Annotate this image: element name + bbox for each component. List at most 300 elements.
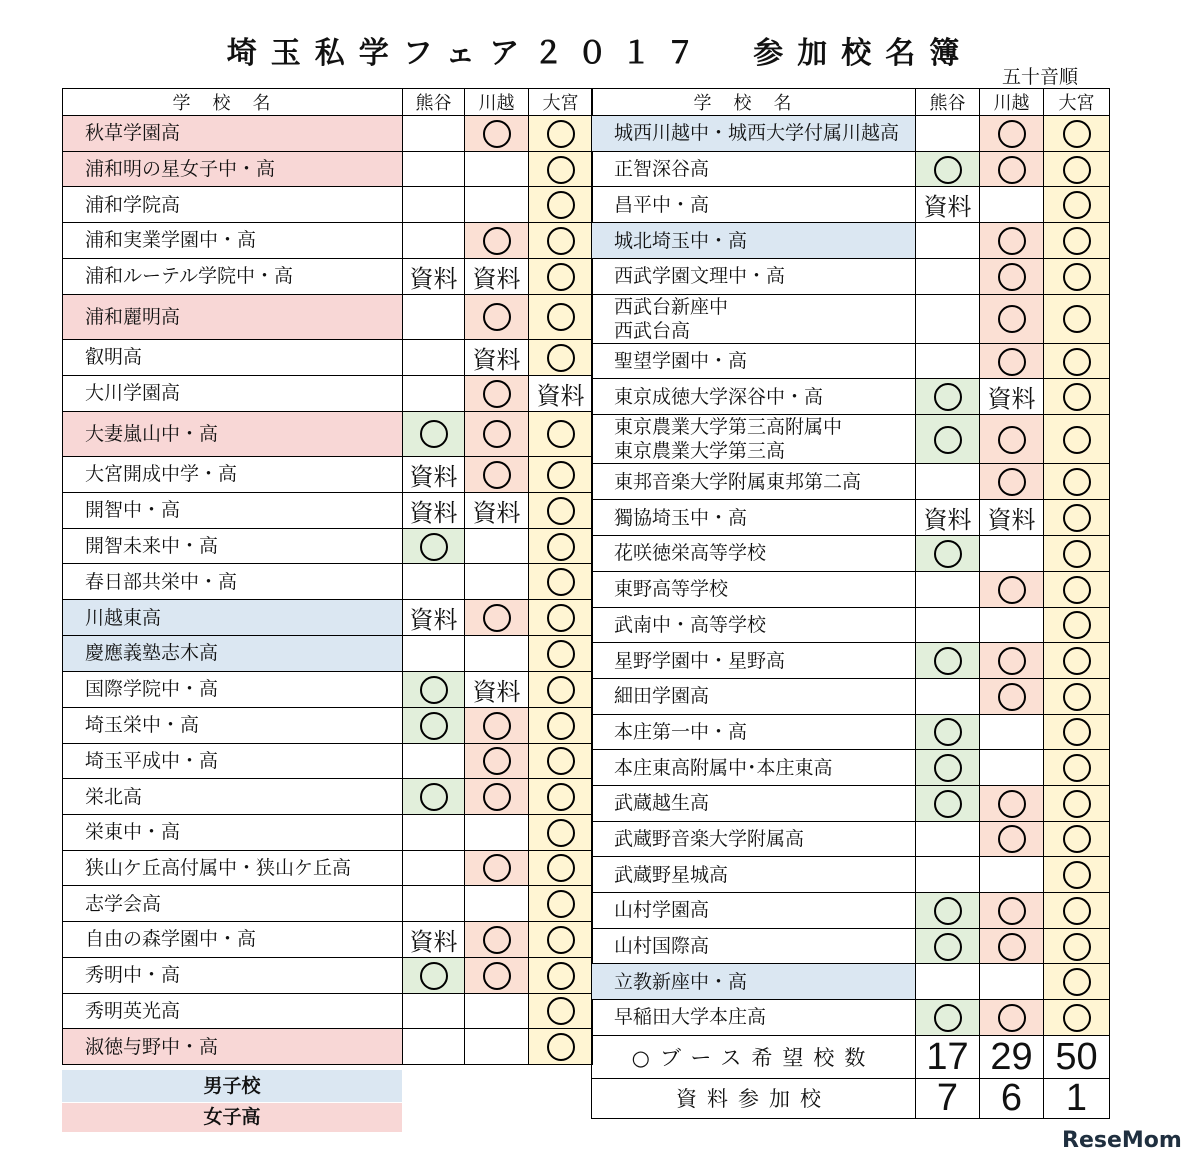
header-omiya: 大宮 xyxy=(1044,89,1110,116)
mark-kumagaya xyxy=(403,1029,465,1065)
school-name-text: 東京農業大学第三高附属中 xyxy=(614,416,843,439)
mark-omiya xyxy=(529,814,593,850)
mark-omiya xyxy=(1044,536,1110,572)
booth-circle-icon xyxy=(1063,227,1091,255)
material-count-omiya: 1 xyxy=(1044,1078,1110,1118)
school-row xyxy=(63,116,593,152)
school-name-text: 秀明英光高 xyxy=(85,999,181,1022)
mark-kumagaya xyxy=(916,116,980,152)
school-row xyxy=(63,993,593,1029)
booth-circle-icon xyxy=(998,933,1026,961)
mark-kumagaya xyxy=(403,636,465,672)
mark-omiya xyxy=(1044,964,1110,1000)
mark-kawagoe xyxy=(980,607,1044,643)
school-name xyxy=(592,151,916,187)
mark-omiya xyxy=(1044,343,1110,379)
school-name-text: 栄北高 xyxy=(85,785,143,808)
mark-kumagaya xyxy=(916,821,980,857)
school-name-text: 秀明中・高 xyxy=(85,964,181,987)
mark-omiya xyxy=(1044,571,1110,607)
mark-kumagaya xyxy=(403,600,465,636)
school-row xyxy=(63,743,593,779)
mark-kumagaya xyxy=(916,259,980,295)
mark-kumagaya xyxy=(403,456,465,492)
mark-kumagaya xyxy=(403,492,465,528)
mark-omiya xyxy=(1044,607,1110,643)
school-row xyxy=(63,187,593,223)
materials-label: 資料 xyxy=(409,927,458,956)
mark-omiya xyxy=(1044,116,1110,152)
booth-circle-icon xyxy=(547,461,575,489)
school-row xyxy=(592,187,1110,223)
mark-omiya xyxy=(1044,415,1110,464)
mark-kawagoe xyxy=(465,411,529,456)
school-row xyxy=(592,116,1110,152)
mark-kumagaya xyxy=(916,415,980,464)
school-name xyxy=(63,187,403,223)
booth-circle-icon xyxy=(547,997,575,1025)
mark-kumagaya xyxy=(403,223,465,259)
booth-circle-icon xyxy=(547,568,575,596)
booth-circle-icon xyxy=(547,890,575,918)
mark-kawagoe xyxy=(465,671,529,707)
school-name-text: 昌平中・高 xyxy=(614,193,710,216)
school-row xyxy=(63,564,593,600)
booth-circle-icon xyxy=(547,120,575,148)
school-row xyxy=(63,600,593,636)
header-kawagoe: 川越 xyxy=(465,89,529,116)
mark-kumagaya xyxy=(916,343,980,379)
mark-kumagaya xyxy=(403,339,465,375)
school-name xyxy=(63,707,403,743)
mark-kawagoe xyxy=(465,456,529,492)
booth-circle-icon xyxy=(483,604,511,632)
mark-kumagaya xyxy=(403,528,465,564)
school-row xyxy=(592,571,1110,607)
school-name-text: 立教新座中・高 xyxy=(614,970,748,993)
booth-circle-icon xyxy=(547,747,575,775)
school-name xyxy=(63,993,403,1029)
mark-kawagoe xyxy=(465,492,529,528)
school-name xyxy=(592,821,916,857)
booth-circle-icon xyxy=(934,790,962,818)
mark-kumagaya xyxy=(403,294,465,339)
booth-circle-icon xyxy=(420,962,448,990)
school-row xyxy=(63,850,593,886)
booth-circle-icon xyxy=(1063,426,1091,454)
school-name-text: 浦和麗明高 xyxy=(85,305,181,328)
right-table-header xyxy=(592,89,1110,116)
school-name-text: 武蔵越生高 xyxy=(614,792,710,815)
school-name xyxy=(63,411,403,456)
school-name xyxy=(592,1000,916,1036)
booth-circle-icon xyxy=(1063,540,1091,568)
mark-omiya xyxy=(529,743,593,779)
school-name-text: 開智未来中・高 xyxy=(85,535,219,558)
mark-omiya xyxy=(529,375,593,411)
sort-order-note: 五十音順 xyxy=(1002,66,1079,88)
school-name-text: 獨協埼玉中・高 xyxy=(614,506,748,529)
school-row xyxy=(63,411,593,456)
booth-circle-icon xyxy=(483,380,511,408)
mark-kumagaya xyxy=(403,886,465,922)
school-row xyxy=(592,714,1110,750)
mark-kawagoe xyxy=(465,636,529,672)
materials-label: 資料 xyxy=(987,506,1036,535)
mark-omiya xyxy=(529,993,593,1029)
school-name-text: 聖望学園中・高 xyxy=(614,350,748,373)
school-name xyxy=(63,456,403,492)
school-row xyxy=(63,492,593,528)
materials-label: 資料 xyxy=(409,606,458,635)
school-name xyxy=(63,671,403,707)
materials-label: 資料 xyxy=(472,264,521,293)
school-name xyxy=(592,415,916,464)
mark-kawagoe xyxy=(465,957,529,993)
mark-kawagoe xyxy=(465,921,529,957)
mark-kawagoe xyxy=(980,964,1044,1000)
school-name-text: 春日部共栄中・高 xyxy=(85,570,238,593)
mark-kumagaya xyxy=(916,187,980,223)
school-name-text: 自由の森学園中・高 xyxy=(85,928,257,951)
school-name-text: 細田学園高 xyxy=(614,685,710,708)
booth-circle-icon xyxy=(1063,468,1091,496)
booth-circle-icon xyxy=(547,854,575,882)
school-name xyxy=(592,714,916,750)
mark-kawagoe xyxy=(465,116,529,152)
mark-kumagaya xyxy=(403,116,465,152)
mark-kumagaya xyxy=(403,814,465,850)
mark-kumagaya xyxy=(916,1000,980,1036)
school-row xyxy=(592,893,1110,929)
school-name xyxy=(63,743,403,779)
mark-omiya xyxy=(529,957,593,993)
school-name xyxy=(592,643,916,679)
mark-kumagaya xyxy=(403,921,465,957)
school-row xyxy=(592,343,1110,379)
booth-circle-icon xyxy=(1063,263,1091,291)
school-row xyxy=(63,528,593,564)
mark-omiya xyxy=(1044,928,1110,964)
mark-omiya xyxy=(529,564,593,600)
mark-omiya xyxy=(529,600,593,636)
school-row xyxy=(63,294,593,339)
booth-circle-icon xyxy=(547,420,575,448)
school-row xyxy=(63,636,593,672)
mark-kawagoe xyxy=(465,814,529,850)
booth-count-label: ○ブース希望校数 xyxy=(592,1035,916,1078)
school-name-text: 本庄第一中・高 xyxy=(614,720,748,743)
school-name xyxy=(63,223,403,259)
booth-circle-icon xyxy=(998,1004,1026,1032)
school-row xyxy=(592,1000,1110,1036)
header-kumagaya: 熊谷 xyxy=(916,89,980,116)
school-row xyxy=(592,536,1110,572)
mark-kumagaya xyxy=(916,464,980,500)
school-name-text: 城西川越中・城西大学付属川越高 xyxy=(614,122,900,145)
resemom-logo: ReseMom xyxy=(1062,1128,1182,1153)
mark-omiya xyxy=(1044,1000,1110,1036)
school-name-text: 大妻嵐山中・高 xyxy=(85,422,219,445)
mark-kawagoe xyxy=(465,258,529,294)
school-row xyxy=(592,678,1110,714)
mark-omiya xyxy=(529,1029,593,1065)
school-name xyxy=(63,814,403,850)
mark-kumagaya xyxy=(403,411,465,456)
booth-circle-icon xyxy=(998,263,1026,291)
mark-kumagaya xyxy=(916,223,980,259)
header-school-name: 学校名 xyxy=(63,89,403,116)
materials-label: 資料 xyxy=(923,506,972,535)
mark-omiya xyxy=(1044,714,1110,750)
mark-kawagoe xyxy=(980,379,1044,415)
school-name-text: 川越東高 xyxy=(85,606,162,629)
school-name xyxy=(592,116,916,152)
mark-kumagaya xyxy=(403,779,465,815)
booth-circle-icon xyxy=(547,640,575,668)
school-name xyxy=(592,379,916,415)
mark-omiya xyxy=(1044,857,1110,893)
school-name xyxy=(592,964,916,1000)
school-name xyxy=(63,957,403,993)
school-name-text: 浦和明の星女子中・高 xyxy=(85,158,276,181)
school-name xyxy=(592,187,916,223)
school-name xyxy=(63,1029,403,1065)
school-row xyxy=(63,1029,593,1065)
mark-kawagoe xyxy=(465,223,529,259)
school-name-text: 浦和学院高 xyxy=(85,193,181,216)
school-name-text: 花咲徳栄高等学校 xyxy=(614,542,767,565)
school-name xyxy=(592,857,916,893)
booth-circle-icon xyxy=(483,420,511,448)
booth-circle-icon xyxy=(547,263,575,291)
school-name xyxy=(63,375,403,411)
mark-omiya xyxy=(1044,643,1110,679)
mark-kawagoe xyxy=(980,294,1044,343)
legend-boys-school: 男子校 xyxy=(62,1070,402,1102)
page-title: 埼玉私学フェア２０１７ 参加校名簿 xyxy=(226,36,974,71)
school-name-text: 志学会高 xyxy=(85,892,162,915)
school-row xyxy=(592,500,1110,536)
school-name xyxy=(63,886,403,922)
mark-omiya xyxy=(529,492,593,528)
mark-kawagoe xyxy=(980,643,1044,679)
mark-kawagoe xyxy=(980,571,1044,607)
booth-circle-icon xyxy=(1063,754,1091,782)
booth-count-kumagaya: 17 xyxy=(916,1035,980,1078)
school-name-text: 埼玉平成中・高 xyxy=(85,749,219,772)
booth-circle-icon xyxy=(547,1033,575,1061)
mark-omiya xyxy=(1044,379,1110,415)
booth-circle-icon xyxy=(998,156,1026,184)
school-name-text: 国際学院中・高 xyxy=(85,678,219,701)
school-row xyxy=(63,886,593,922)
school-name-text: 武蔵野星城高 xyxy=(614,863,729,886)
school-name xyxy=(63,600,403,636)
mark-kawagoe xyxy=(980,928,1044,964)
mark-kawagoe xyxy=(980,785,1044,821)
mark-kawagoe xyxy=(980,343,1044,379)
mark-kumagaya xyxy=(916,678,980,714)
mark-omiya xyxy=(529,707,593,743)
school-name xyxy=(63,258,403,294)
materials-label: 資料 xyxy=(472,498,521,527)
materials-label: 資料 xyxy=(536,381,585,410)
school-name xyxy=(592,259,916,295)
school-name-text: 埼玉栄中・高 xyxy=(85,714,200,737)
booth-circle-icon xyxy=(1063,647,1091,675)
school-row xyxy=(592,415,1110,464)
school-name xyxy=(592,785,916,821)
school-row xyxy=(592,379,1110,415)
mark-omiya xyxy=(529,116,593,152)
mark-kumagaya xyxy=(403,187,465,223)
school-name xyxy=(63,151,403,187)
booth-circle-icon xyxy=(934,156,962,184)
booth-circle-icon xyxy=(483,461,511,489)
school-name xyxy=(63,492,403,528)
school-name-text: 正智深谷高 xyxy=(614,158,710,181)
school-name-text: 武蔵野音楽大学附属高 xyxy=(614,827,805,850)
left-school-table xyxy=(62,88,593,1065)
mark-kawagoe xyxy=(980,223,1044,259)
mark-kumagaya xyxy=(916,893,980,929)
mark-kawagoe xyxy=(980,116,1044,152)
school-name-text: 浦和実業学園中・高 xyxy=(85,229,257,252)
school-name xyxy=(592,223,916,259)
mark-kawagoe xyxy=(465,779,529,815)
mark-omiya xyxy=(1044,187,1110,223)
mark-kawagoe xyxy=(465,564,529,600)
mark-omiya xyxy=(1044,259,1110,295)
booth-circle-icon xyxy=(998,897,1026,925)
school-row xyxy=(63,671,593,707)
mark-kumagaya xyxy=(916,151,980,187)
school-name-text: 東邦音楽大学附属東邦第二高 xyxy=(614,470,862,493)
right-school-table xyxy=(591,88,1110,1119)
materials-label: 資料 xyxy=(409,498,458,527)
school-name xyxy=(592,928,916,964)
school-name xyxy=(63,339,403,375)
booth-circle-icon xyxy=(934,933,962,961)
school-row xyxy=(592,643,1110,679)
school-name xyxy=(592,678,916,714)
booth-circle-icon xyxy=(1063,191,1091,219)
booth-count-kawagoe: 29 xyxy=(980,1035,1044,1078)
booth-circle-icon xyxy=(547,344,575,372)
booth-circle-icon xyxy=(483,783,511,811)
mark-omiya xyxy=(1044,294,1110,343)
school-row xyxy=(63,375,593,411)
school-name xyxy=(592,893,916,929)
booth-circle-icon xyxy=(998,683,1026,711)
booth-circle-icon xyxy=(1063,576,1091,604)
materials-label: 資料 xyxy=(987,385,1036,414)
booth-circle-icon xyxy=(934,897,962,925)
booth-circle-icon xyxy=(547,533,575,561)
school-name-text: 城北埼玉中・高 xyxy=(614,229,748,252)
mark-kawagoe xyxy=(980,1000,1044,1036)
mark-kawagoe xyxy=(465,886,529,922)
mark-kawagoe xyxy=(465,339,529,375)
school-row xyxy=(592,464,1110,500)
mark-kawagoe xyxy=(465,1029,529,1065)
school-name xyxy=(63,921,403,957)
mark-kawagoe xyxy=(980,500,1044,536)
school-name-text: 早稲田大学本庄高 xyxy=(614,1006,767,1029)
booth-circle-icon xyxy=(934,540,962,568)
school-name-text: 狭山ケ丘高付属中・狭山ケ丘高 xyxy=(85,856,352,879)
booth-circle-icon xyxy=(934,647,962,675)
booth-circle-icon xyxy=(483,926,511,954)
school-row xyxy=(63,707,593,743)
material-count-label: 資料参加校 xyxy=(592,1078,916,1118)
booth-circle-icon xyxy=(934,1004,962,1032)
booth-circle-icon xyxy=(998,576,1026,604)
mark-omiya xyxy=(1044,151,1110,187)
booth-circle-icon xyxy=(998,348,1026,376)
materials-label: 資料 xyxy=(409,264,458,293)
mark-omiya xyxy=(529,151,593,187)
mark-kumagaya xyxy=(403,671,465,707)
mark-kawagoe xyxy=(465,528,529,564)
booth-circle-icon xyxy=(547,191,575,219)
mark-kumagaya xyxy=(403,743,465,779)
booth-circle-icon xyxy=(547,227,575,255)
mark-omiya xyxy=(529,456,593,492)
school-name xyxy=(592,750,916,786)
booth-circle-icon xyxy=(1063,825,1091,853)
booth-circle-icon xyxy=(934,718,962,746)
school-name-text: 栄東中・高 xyxy=(85,821,181,844)
mark-omiya xyxy=(529,187,593,223)
mark-omiya xyxy=(529,528,593,564)
mark-omiya xyxy=(529,294,593,339)
booth-circle-icon xyxy=(998,227,1026,255)
school-row xyxy=(592,294,1110,343)
booth-circle-icon xyxy=(1063,383,1091,411)
mark-omiya xyxy=(1044,678,1110,714)
legend-girls-school: 女子高 xyxy=(62,1103,402,1132)
booth-circle-icon xyxy=(1063,611,1091,639)
booth-circle-icon xyxy=(998,305,1026,333)
booth-count-omiya: 50 xyxy=(1044,1035,1110,1078)
mark-omiya xyxy=(1044,785,1110,821)
school-name-text: 山村学園高 xyxy=(614,899,710,922)
school-name xyxy=(592,607,916,643)
header-school-name: 学校名 xyxy=(592,89,916,116)
booth-circle-icon xyxy=(483,227,511,255)
school-name-text: 慶應義塾志木高 xyxy=(85,642,219,665)
mark-kumagaya xyxy=(403,957,465,993)
booth-circle-icon xyxy=(547,303,575,331)
mark-omiya xyxy=(1044,500,1110,536)
mark-kumagaya xyxy=(916,714,980,750)
mark-kawagoe xyxy=(980,464,1044,500)
mark-kawagoe xyxy=(465,187,529,223)
school-row xyxy=(63,151,593,187)
booth-circle-icon xyxy=(420,533,448,561)
mark-omiya xyxy=(529,339,593,375)
booth-circle-icon xyxy=(998,426,1026,454)
mark-kawagoe xyxy=(465,600,529,636)
left-table-header xyxy=(63,89,593,116)
school-name-text: 浦和ルーテル学院中・高 xyxy=(85,265,294,288)
school-row xyxy=(63,921,593,957)
mark-kawagoe xyxy=(465,294,529,339)
booth-circle-icon xyxy=(998,120,1026,148)
mark-omiya xyxy=(529,258,593,294)
